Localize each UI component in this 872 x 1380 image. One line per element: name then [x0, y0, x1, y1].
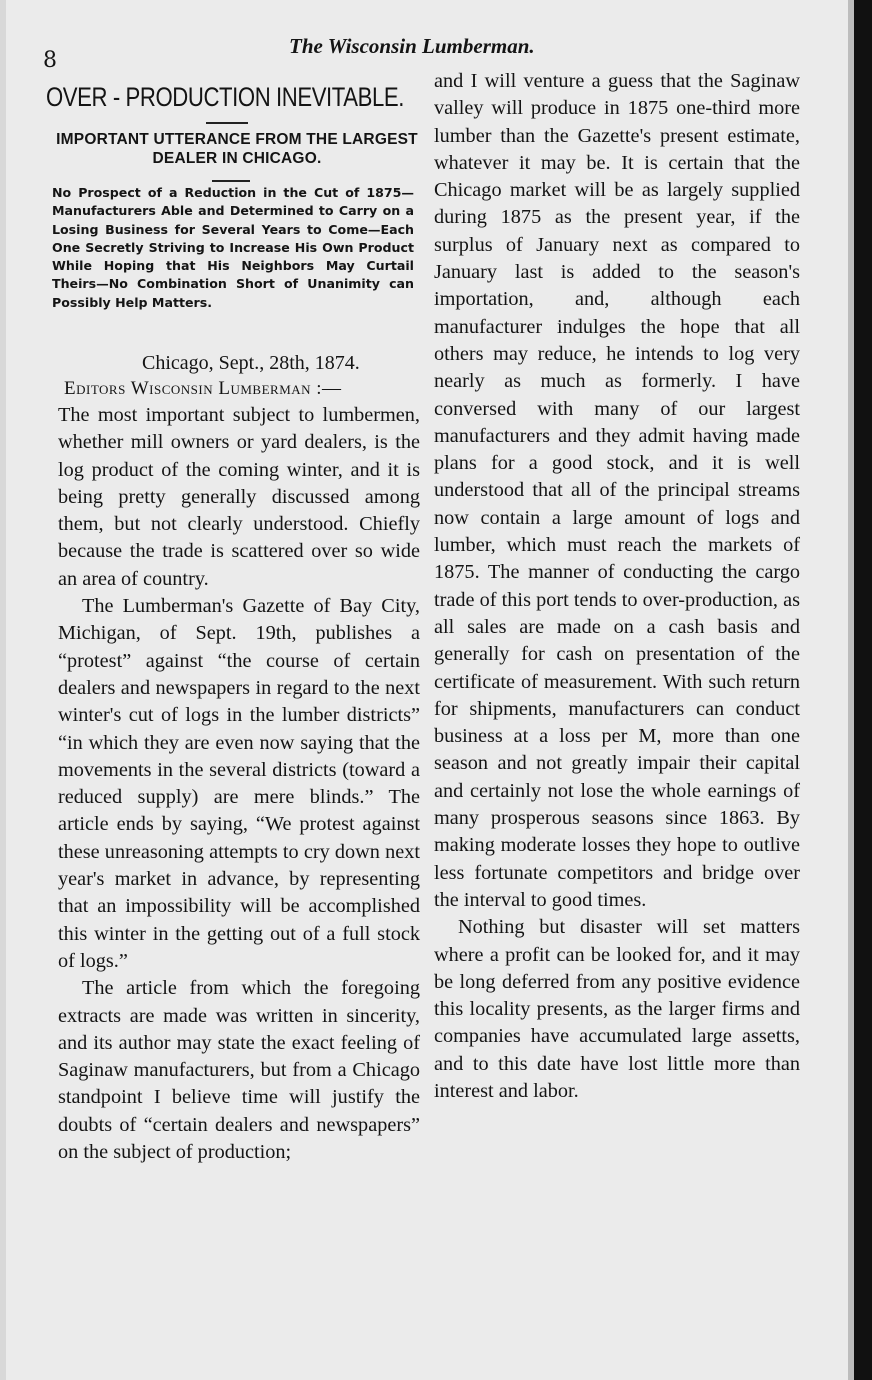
- paragraph: and I will venture a guess that the Saginaw valley will produce in 1875 one-third more lumber than the Gazette's present estimate, whatever it may be. It is certain that the Chicago market will be as largely supplied during 1875 as the present year, if the surplus of January next as compared to January last is added to the season's importation, and, although each manufacturer indulges the hope that all others may reduce, he intends to log very nearly as much as formerly. I have conversed with many of our largest manufacturers and they admit having made plans for a good stock, and it is well understood that all of the principal streams now contain a large amount of logs and lumber, which must reach the markets of 1875. The manner of conducting the cargo trade of this port tends to over-production, as all sales are made on a cash basis and generally for cash on presentation of the certificate of measurement. With such return for shipments, manufacturers can conduct business at a loss per M, more than one season and not greatly impair their capital and certainly not lose the whole earnings of many prosperous seasons since 1863. By making moderate losses they hope to outlive less fortunate competitors and bridge over the interval to good times.: [434, 70, 800, 911]
- right-column: [434, 68, 800, 1105]
- salutation: Editors Wisconsin Lumberman :—: [64, 378, 342, 399]
- paragraph: Nothing but disaster will set matters where a profit can be looked for, and it may be long deferred from any positive evidence this locality presents, as the larger firms and companies have accumulated large assetts, and to this date have lost little more than interest and labor.: [434, 916, 800, 1102]
- running-head: The Wisconsin Lumberman.: [289, 34, 535, 58]
- article-subhead: IMPORTANT UTTERANCE FROM THE LARGEST DEALER IN CHICAGO.: [56, 131, 418, 167]
- divider-rule: [212, 180, 250, 182]
- paragraph: The Lumberman's Gazette of Bay City, Michigan, of Sept. 19th, publishes a “protest” against “the course of certain dealers and newspapers in regard to the next winter's cut of logs in the lumber districts” “in which they are even now saying that the movements in the several districts (toward a reduced supply) are mere blinds.” The article ends by saying, “We protest against these unreasoning attempts to cry down next year's market in advance, by representing that an impossibility will be accomplished this winter in the getting out of a full stock of logs.”: [58, 595, 420, 972]
- dateline: Chicago, Sept., 28th, 1874.: [142, 352, 360, 374]
- page-number: 8: [43, 48, 57, 73]
- article-summary: No Prospect of a Reduction in the Cut of 1875—Manufacturers Able and Determined to Carry on a Losing Business for Several Years to Come—Each One Secretly Striving to Increase His Own Product While Hoping that His Neighbors May Curtail Theirs—No Combination Short of Unanimity can Possibly Help Matters.: [52, 185, 414, 310]
- paragraph: The article from which the foregoing extracts are made was written in sincerity, and its author may state the exact feeling of Saginaw manufacturers, but from a Chicago standpoint I believe time will justify the doubts of “certain dealers and newspapers” on the subject of production;: [58, 977, 420, 1164]
- page-edge-border: [854, 0, 872, 1380]
- divider-rule: [206, 122, 248, 124]
- paragraph: The most important subject to lumbermen, whether mill owners or yard dealers, is the log product of the coming winter, and it is being pretty generally discussed among them, but not clearly understood. Chiefly because the trade is scattered over so wide an area of country.: [58, 404, 420, 590]
- article-headline: OVER - PRODUCTION INEVITABLE.: [46, 82, 404, 112]
- document-page: [6, 0, 854, 1380]
- left-column: [58, 402, 420, 1166]
